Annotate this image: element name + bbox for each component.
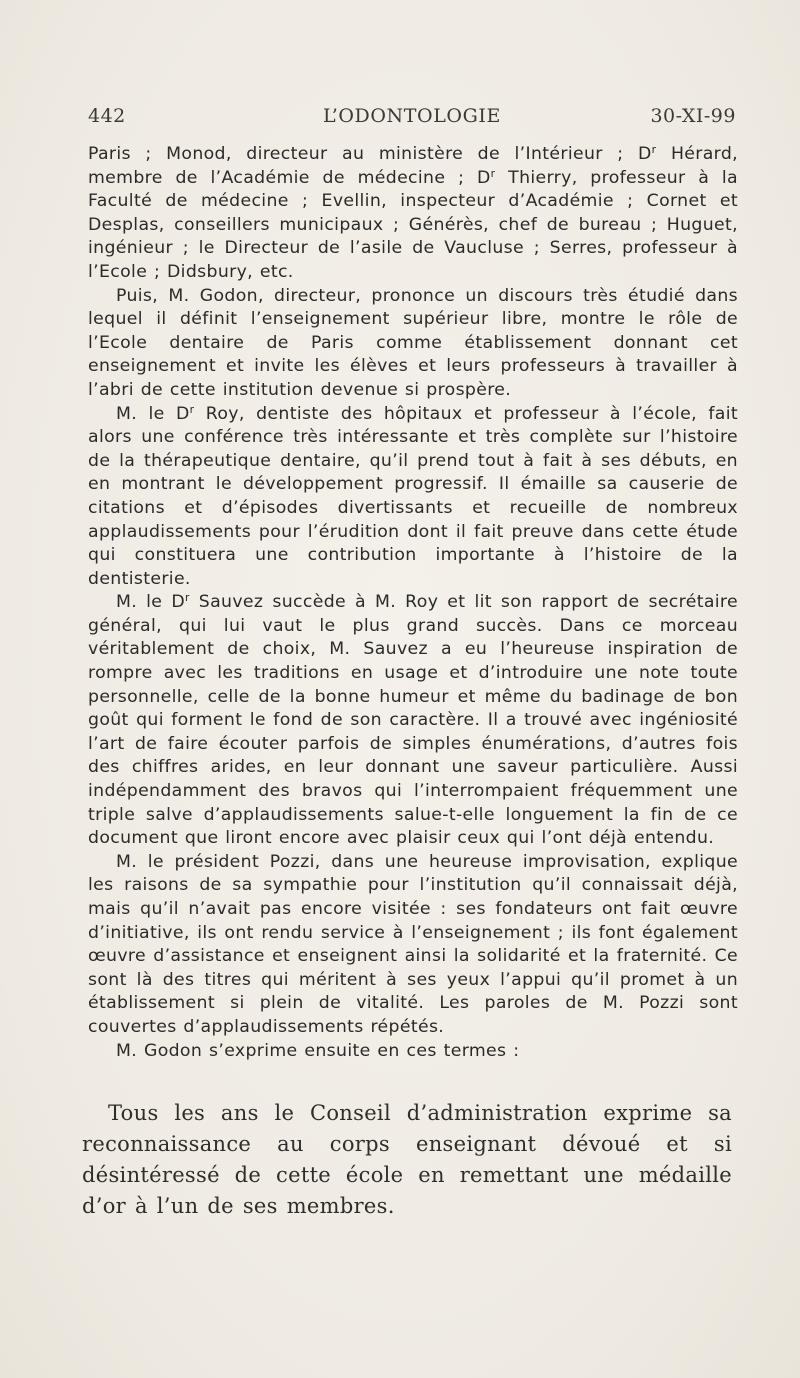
superscript: r bbox=[651, 143, 657, 157]
issue-date: 30-XI-99 bbox=[650, 105, 736, 127]
paragraph-attendees bbox=[88, 143, 738, 285]
page-number: 442 bbox=[88, 105, 126, 127]
paragraph-sauvez-report bbox=[88, 591, 738, 851]
paragraph-text: Paris ; Monod, directeur au ministère de l’Intérieur ; D bbox=[88, 144, 652, 164]
quoted-speech bbox=[82, 1098, 732, 1222]
paragraph-pozzi-improvisation: M. le président Pozzi, dans une heureuse improvisation, explique les raisons de sa sympathie pour l’institution qu’il connaissait déjà, mais qu’il n’avait pas encore visitée : ses fondateurs ont fait œuvre d’initiative, ils ont rendu service à l’enseignement ; ils font également œuvre d’assistance et enseignent ainsi la solidarité et la fraternité. Ce sont là des titres qui méritent à ses yeux l’appui qu’il promet à un établissement si plein de vitalité. Les paroles de M. Pozzi sont couvertes d’applaudissements répétés. bbox=[88, 851, 738, 1037]
paragraph-text: Roy, dentiste des hôpitaux et professeur à l’école, fait alors une conférence très intéressante et très complète sur l’histoire de la thérapeutique dentaire, qu’il prend tout à fait à ses débuts, en en montrant le développement progressif. Il émaille sa causerie de citations et d’épisodes divertissants et recueille de nombreux applaudissements pour l’érudition dont il fait preuve dans cette étude qui constituera une contribution importante à l’histoire de la dentisterie. bbox=[88, 403, 738, 589]
journal-title: L’ODONTOLOGIE bbox=[323, 105, 501, 127]
article-body bbox=[88, 143, 738, 1063]
running-header bbox=[88, 105, 736, 135]
quote-paragraph: Tous les ans le Conseil d’administration exprime sa reconnaissance au corps enseignant dévoué et si désintéressé de cette école en remettant une médaille d’or à l’un de ses membres. bbox=[82, 1101, 732, 1218]
paragraph-godon-intro: M. Godon s’exprime ensuite en ces termes : bbox=[116, 1040, 520, 1061]
superscript: r bbox=[189, 402, 195, 416]
paragraph-roy-conference bbox=[88, 403, 738, 592]
paragraph-text: Sauvez succède à M. Roy et lit son rapport de secrétaire général, qui lui vaut le plus grand succès. Dans ce morceau véritablement de choix, M. Sauvez a eu l’heureuse inspiration de rompre avec les traditions en usage et d’introduire une note toute personnelle, celle de la bonne humeur et même du badinage de bon goût qui forment le fond de son caractère. Il a trouvé avec ingéniosité l’art de faire écouter parfois de simples énumérations, d’autres fois des chiffres arides, en leur donnant une saveur particulière. Aussi indépendamment des bravos qui l’interrompaient fréquemment une triple salve d’applaudissements salue-t-elle longuement la fin de ce document que liront encore avec plaisir ceux qui l’ont déjà entendu. bbox=[88, 592, 738, 849]
paragraph-text: M. le D bbox=[116, 592, 185, 613]
paragraph-text: Hérard, membre de l’Académie de médecine ; D bbox=[88, 144, 738, 188]
paragraph-text: Thierry, professeur à la Faculté de médecine ; Evellin, inspecteur d’Académie ; Cornet et Desplas, conseillers municipaux ; Générès, chef de bureau ; Huguet, ingénieur ; le Directeur de l’asile de Vaucluse ; Serres, professeur à l’Ecole ; Didsbury, etc. bbox=[88, 167, 739, 282]
superscript: r bbox=[184, 591, 190, 605]
superscript: r bbox=[490, 166, 496, 180]
paragraph-godon-speech: Puis, M. Godon, directeur, prononce un discours très étudié dans lequel il définit l’enseignement supérieur libre, montre le rôle de l’Ecole dentaire de Paris comme établissement donnant cet enseignement et invite les élèves et leurs professeurs à travailler à l’abri de cette institution devenue si prospère. bbox=[88, 285, 738, 400]
paragraph-text: M. le D bbox=[116, 403, 190, 424]
